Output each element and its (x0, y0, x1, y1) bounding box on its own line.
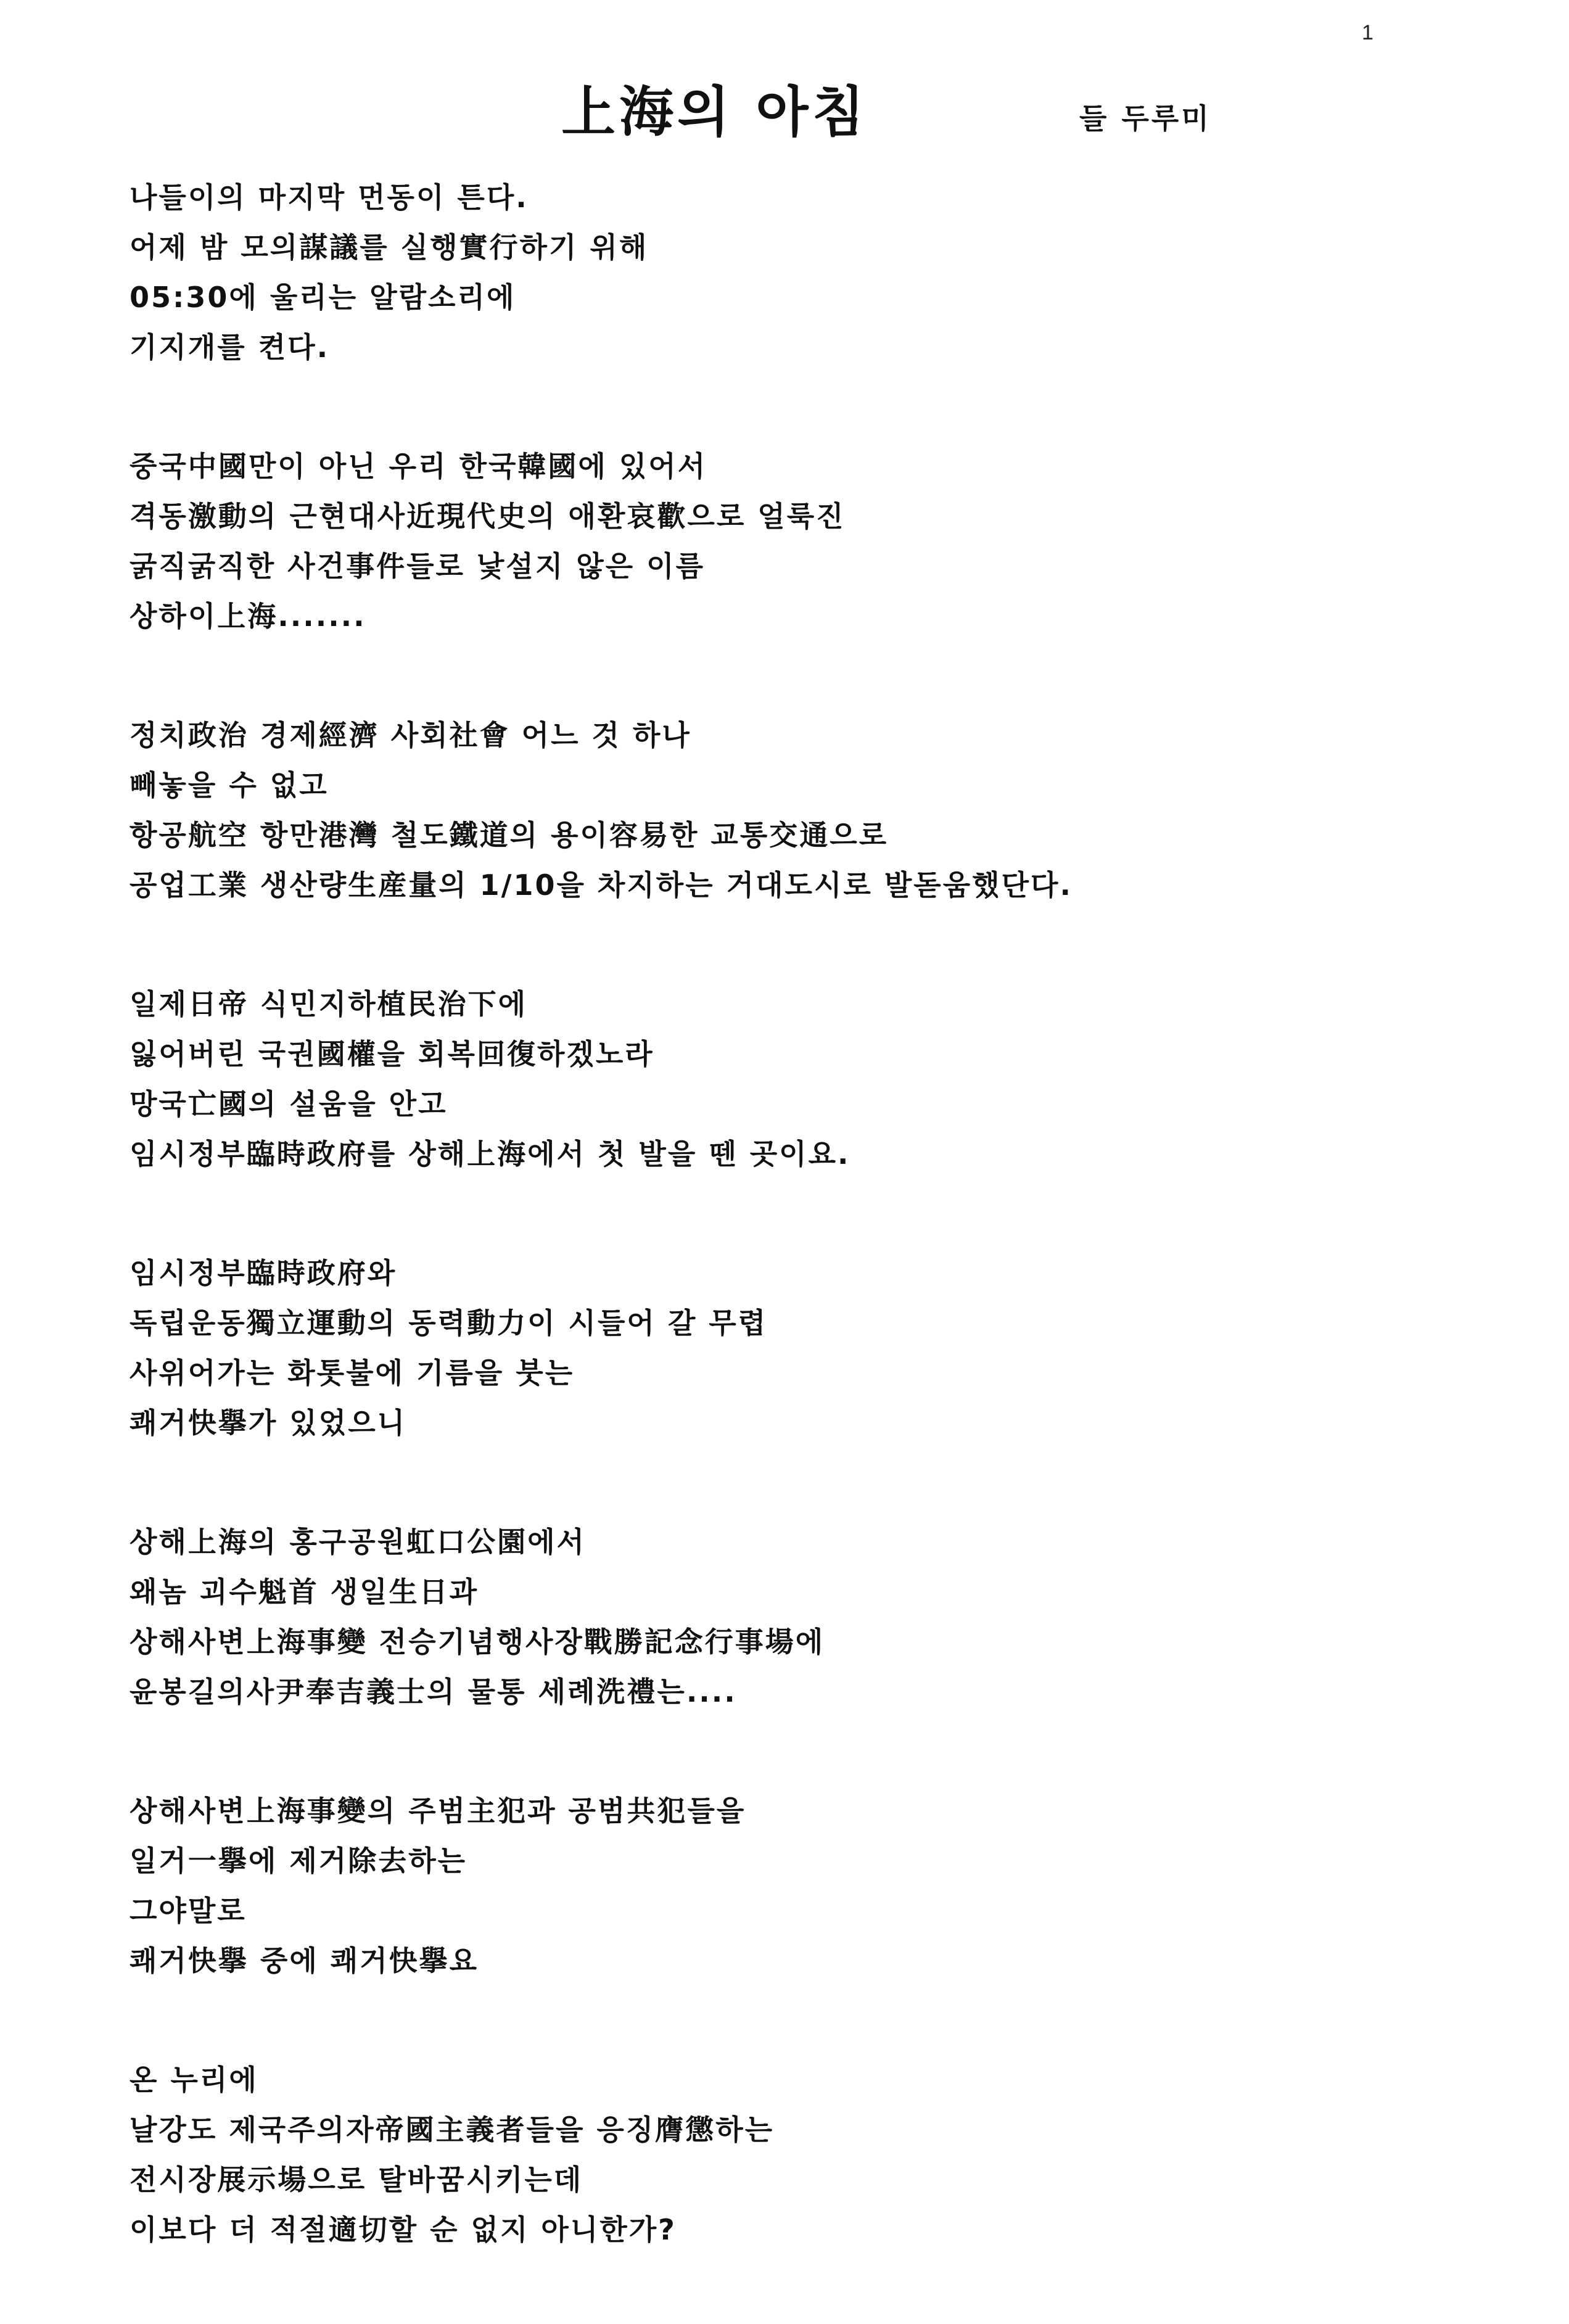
poem-line: 쾌거快擧가 있었으니 (130, 1406, 407, 1440)
poem-line: 일제日帝 식민지하植民治下에 (130, 987, 528, 1021)
page-number: 1 (1362, 21, 1373, 44)
poem-line: 임시정부臨時政府를 상해上海에서 첫 발을 뗀 곳이요. (130, 1137, 850, 1171)
poem-title: 上海의 아침 (561, 80, 868, 144)
poem-line: 이보다 더 적절適切할 순 없지 아니한가? (130, 2213, 677, 2246)
poem-line: 공업工業 생산량生産量의 1/10을 차지하는 거대도시로 발돋움했단다. (130, 868, 1073, 902)
stanza-8 (130, 2055, 1486, 2255)
stanza-2 (130, 442, 1486, 641)
poem-line: 왜놈 괴수魁首 생일生日과 (130, 1575, 479, 1609)
poem-line: 날강도 제국주의자帝國主義者들을 응징膺懲하는 (130, 2113, 775, 2146)
poem-line: 기지개를 켠다. (130, 331, 330, 364)
poem-author: 들 두루미 (1079, 102, 1211, 135)
poem-line: 상해上海의 홍구공원虹口公園에서 (130, 1525, 586, 1559)
stanza-3 (130, 711, 1486, 910)
stanza-7 (130, 1786, 1486, 1986)
poem-line: 잃어버린 국권國權을 회복回復하겠노라 (130, 1037, 654, 1071)
poem-line: 망국亡國의 설움을 안고 (130, 1087, 448, 1121)
stanza-4 (130, 979, 1486, 1179)
poem-line: 온 누리에 (130, 2063, 258, 2096)
poem-line: 상하이上海....... (130, 600, 366, 633)
poem-line: 사위어가는 화톳불에 기름을 붓는 (130, 1356, 575, 1390)
poem-line: 격동激動의 근현대사近現代史의 애환哀歡으로 얼룩진 (130, 500, 846, 533)
poem-line: 정치政治 경제經濟 사회社會 어느 것 하나 (130, 719, 691, 752)
poem-line: 05:30에 울리는 알람소리에 (130, 281, 516, 314)
poem-body (130, 173, 1486, 2324)
poem-line: 임시정부臨時政府와 (130, 1256, 397, 1290)
poem-line: 그야말로 (130, 1894, 247, 1927)
poem-line: 항공航空 항만港灣 철도鐵道의 용이容易한 교통交通으로 (130, 818, 889, 852)
stanza-6 (130, 1517, 1486, 1717)
poem-line: 나들이의 마지막 먼동이 튼다. (130, 181, 529, 214)
poem-line: 일거一擧에 제거除去하는 (130, 1844, 467, 1877)
poem-line: 쾌거快擧 중에 쾌거快擧요 (130, 1944, 479, 1977)
poem-line: 어제 밤 모의謀議를 실행實行하기 위해 (130, 231, 649, 264)
poem-line: 중국中國만이 아닌 우리 한국韓國에 있어서 (130, 450, 707, 483)
poem-line: 윤봉길의사尹奉吉義士의 물통 세례洗禮는.... (130, 1675, 737, 1708)
poem-line: 굵직굵직한 사건事件들로 낯설지 않은 이름 (130, 550, 706, 583)
poem-line: 상해사변上海事變 전승기념행사장戰勝記念行事場에 (130, 1625, 825, 1659)
poem-line: 독립운동獨立運動의 동력動力이 시들어 갈 무렵 (130, 1306, 768, 1340)
stanza-5 (130, 1248, 1486, 1448)
poem-line: 빼놓을 수 없고 (130, 768, 329, 802)
stanza-1 (130, 173, 1486, 373)
poem-line: 상해사변上海事變의 주범主犯과 공범共犯들을 (130, 1794, 746, 1827)
poem-line: 전시장展示場으로 탈바꿈시키는데 (130, 2163, 583, 2196)
